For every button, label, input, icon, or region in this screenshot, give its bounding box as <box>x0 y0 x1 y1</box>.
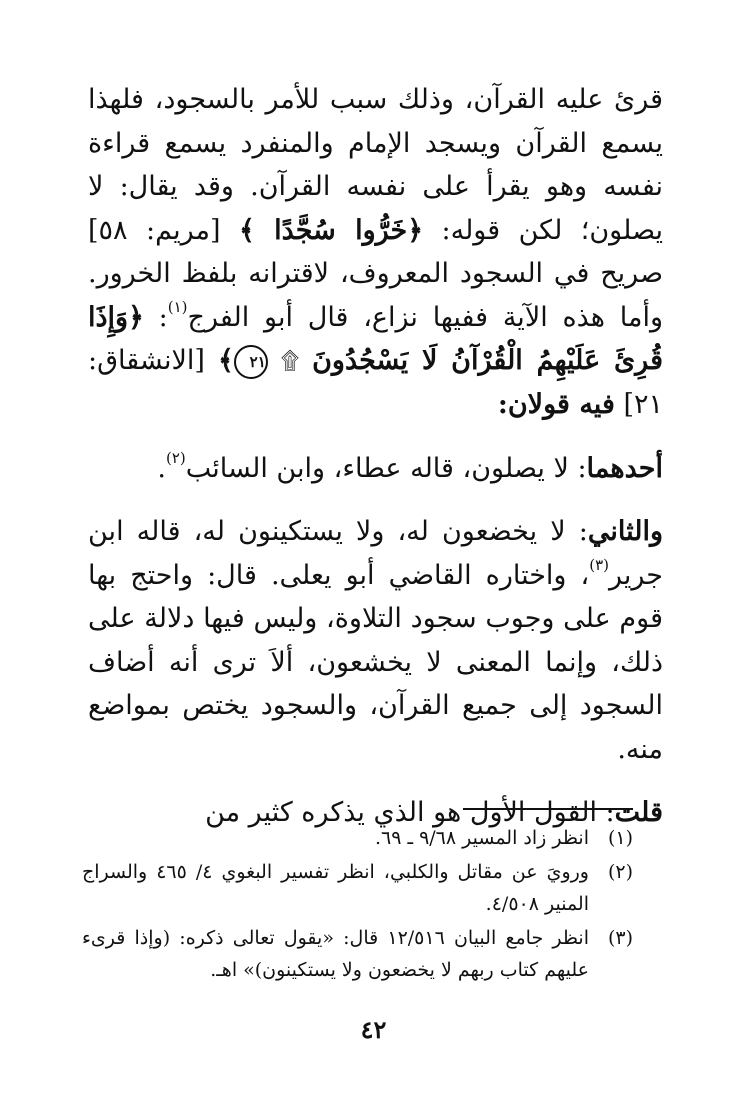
first-opinion-label: أحدهما <box>586 452 663 484</box>
first-opinion-text: : لا يصلون، قاله عطاء، وابن السائب <box>185 452 587 484</box>
paragraph-second-opinion <box>88 510 663 771</box>
footnote-number: (٢) <box>607 861 633 883</box>
author-comment-label: قلت <box>614 797 663 829</box>
footnote-2 <box>82 856 633 920</box>
quran-quote-inshiqaq: ﴿وَإِذَا قُرِئَ عَلَيْهِمُ الْقُرْآنُ لَا يَسْجُدُونَ <box>88 301 663 376</box>
quran-quote-close: ﴾ <box>217 345 234 376</box>
footnote-3 <box>82 922 633 986</box>
footnote-divider <box>463 808 633 810</box>
second-opinion-text-1: : لا يخضعون له، ولا يستكينون له، قاله ابن جرير <box>88 516 663 591</box>
paragraph-intro <box>88 78 663 427</box>
footnote-number: (١) <box>607 827 633 849</box>
second-opinion-text-2: ، واختاره القاضي أبو يعلى. قال: واحتج بها قوم على وجوب سجود التلاوة، وليس فيها دلالة على ذلك، وإنما المعنى لا يخشعون، ألاَ ترى أنه أضاف السجود إلى جميع القرآن، والسجود يختص بمواضع منه. <box>88 559 663 765</box>
author-comment-text: : القول الأول هو الذي يذكره كثير من <box>205 797 615 829</box>
page-number: ٤٢ <box>360 1015 387 1044</box>
footnote-ref-2[interactable]: (٢) <box>166 448 186 467</box>
two-opinions-heading: فيه قولان: <box>497 389 615 421</box>
colon: : <box>143 301 168 333</box>
footnote-ref-3[interactable]: (٣) <box>589 555 609 574</box>
footnote-number: (٣) <box>607 927 633 949</box>
paragraph-intro-text-2: [مريم: ٥٨] صريح في السجود المعروف، لاقترانه بلفظ الخرور. وأما هذه الآية ففيها نزاع، قال أبو الفرج <box>88 214 663 333</box>
footnote-1 <box>82 822 633 854</box>
footnote-text: انظر جامع البيان ١٢/٥١٦ قال: «يقول تعالى ذكره: (وإذا قرىء عليهم كتاب ربهم لا يخضعون ولا يستكينون)» اهـ. <box>82 927 590 981</box>
first-opinion-end: . <box>157 452 166 484</box>
paragraph-first-opinion <box>88 447 663 491</box>
paragraph-intro-text-1: قرئ عليه القرآن، وذلك سبب للأمر بالسجود، فلهذا يسمع القرآن ويسجد الإمام والمنفرد يسمع قراءة نفسه وهو يقرأ على نفسه القرآن. وقد يقال: لا يصلون؛ لكن قوله: <box>88 84 663 246</box>
footnote-ref-1[interactable]: (١) <box>167 297 188 316</box>
second-opinion-label: والثاني <box>587 516 663 548</box>
footnotes <box>82 822 633 988</box>
footnote-text: انظر زاد المسير ٩/٦٨ ـ ٦٩. <box>374 827 589 849</box>
sajdah-mark-icon: ۩ <box>280 346 300 375</box>
surah-citation: [الانشقاق: ٢١] <box>88 345 663 421</box>
ayah-number-badge: ٢١ <box>234 345 268 379</box>
footnote-text: ورويَ عن مقاتل والكلبي، انظر تفسير البغوي ٤/ ٤٦٥ والسراج المنير ٤/٥٠٨. <box>82 861 589 915</box>
quran-quote-maryam: ﴿خَرُّوا سُجَّدًا ﴾ <box>238 214 424 246</box>
